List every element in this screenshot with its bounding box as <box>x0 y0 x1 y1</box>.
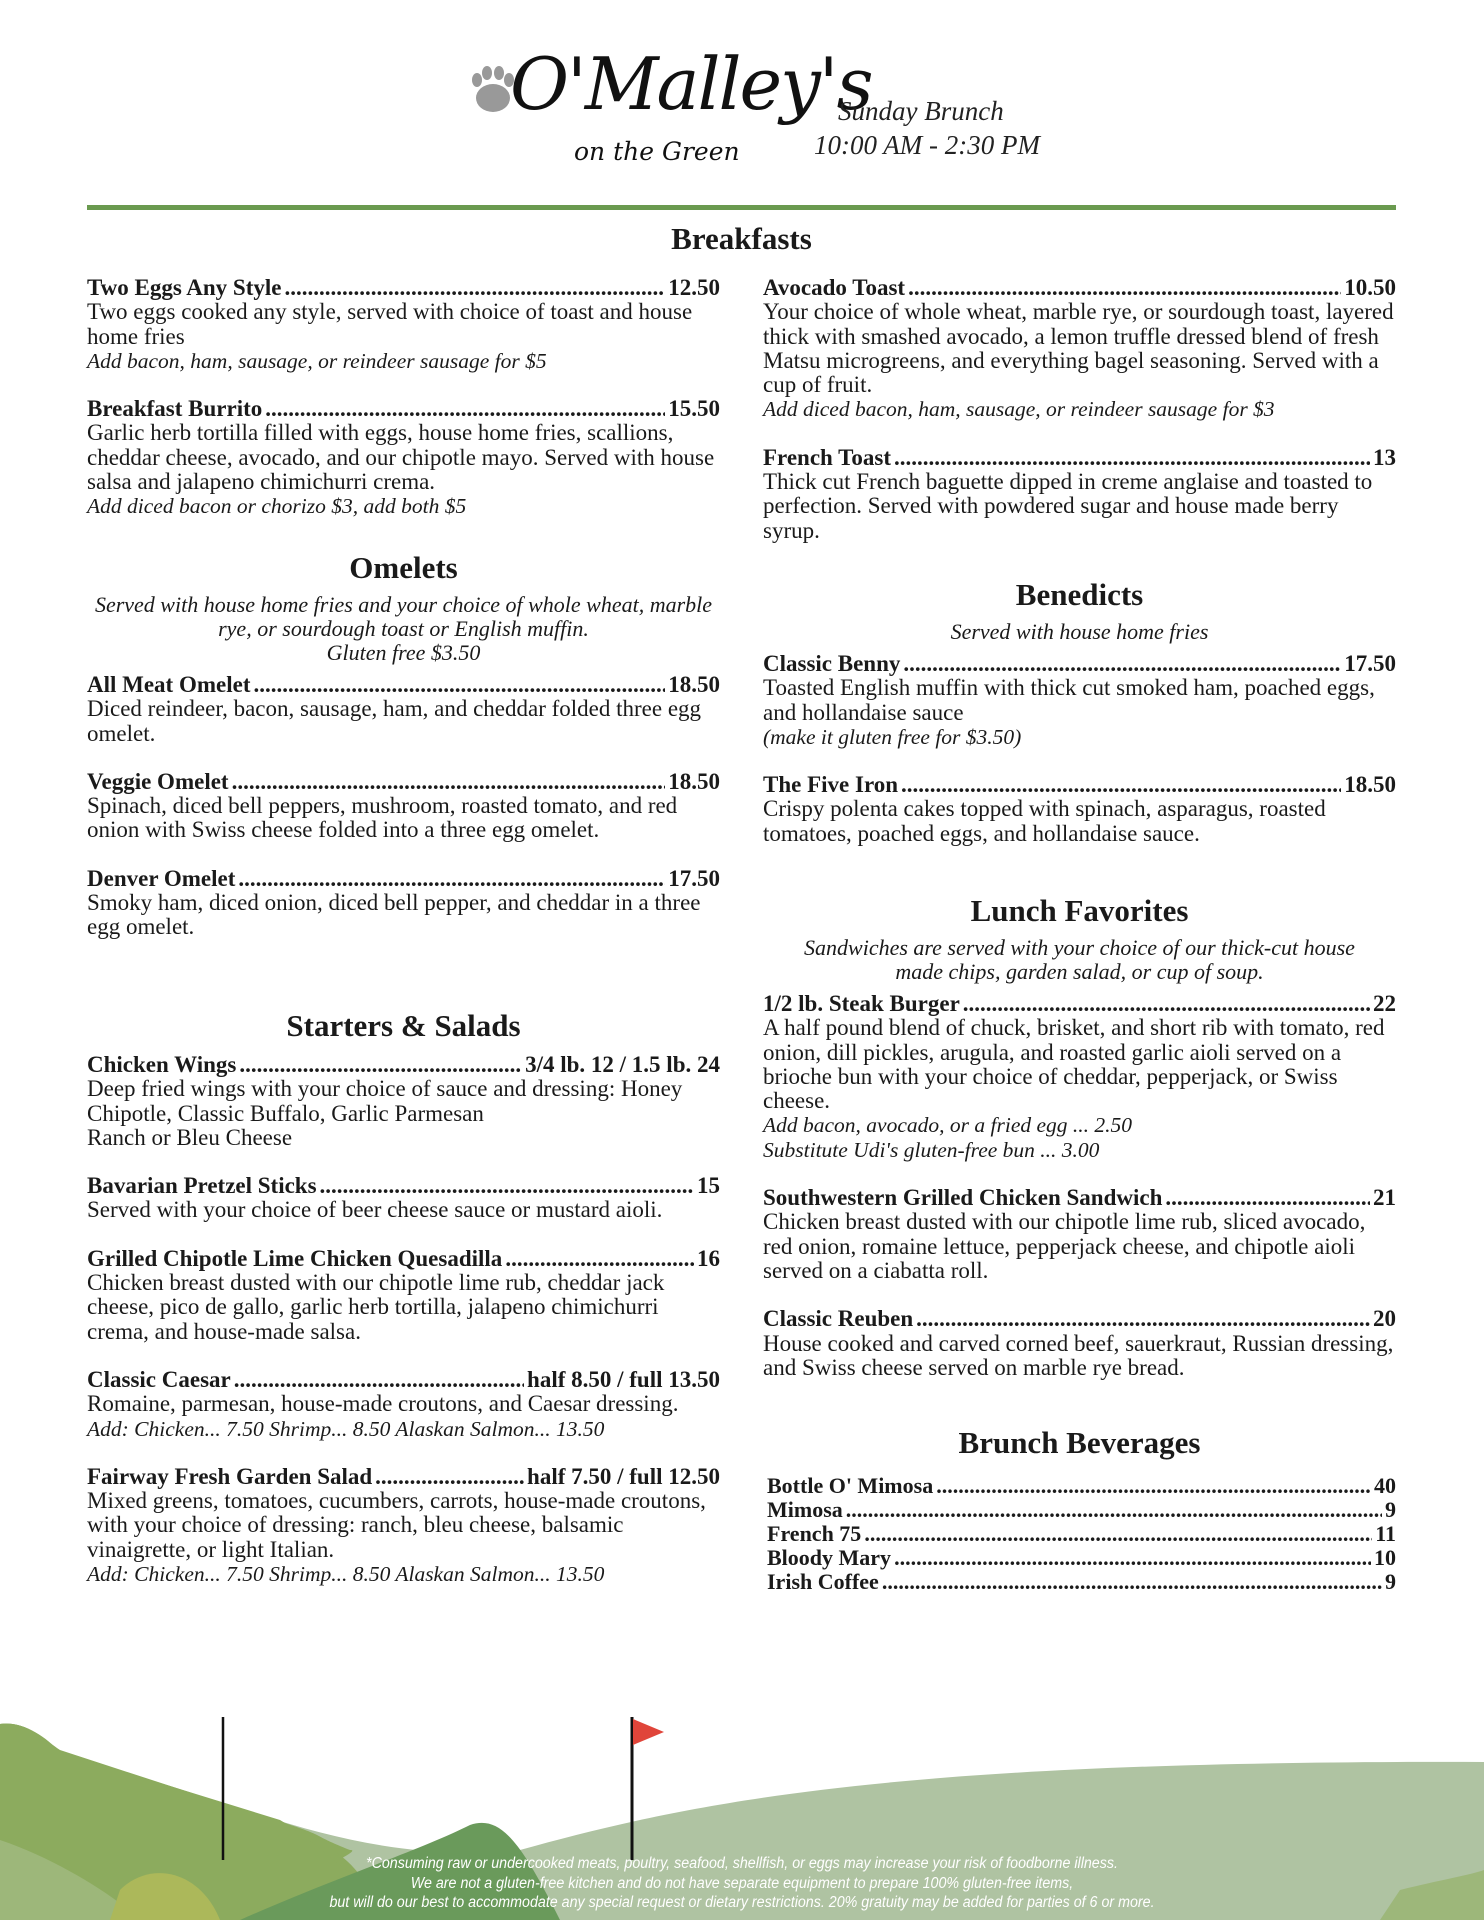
menu-item <box>87 1465 720 1586</box>
item-note: Add bacon, ham, sausage, or reindeer sausage for $5 <box>87 348 547 373</box>
item-desc: Toasted English muffin with thick cut smoked ham, poached eggs, and hollandaise sauce <box>763 675 1375 725</box>
item-price: 11 <box>1375 1521 1396 1546</box>
item-name: Fairway Fresh Garden Salad <box>87 1463 373 1489</box>
item-name: Classic Reuben <box>763 1306 914 1332</box>
breakfasts-right <box>763 276 1396 567</box>
benedicts-section <box>763 576 1396 870</box>
item-name: Classic Benny <box>763 651 901 676</box>
menu-item <box>87 276 720 373</box>
breakfasts-left <box>87 276 720 543</box>
item-note: Substitute Udi's gluten-free bun ... 3.00 <box>763 1137 1100 1162</box>
item-name: Denver Omelet <box>87 865 236 891</box>
section-subtitle: Sandwiches are served with your choice of our thick-cut house made chips, garden salad, or cup of soup. <box>804 935 1355 984</box>
section-subtitle: Served with house home fries <box>950 619 1209 644</box>
beverage-item <box>767 1474 1396 1498</box>
item-price: 15.50 <box>668 396 720 422</box>
item-price: 17.50 <box>1344 651 1396 676</box>
item-price: 22 <box>1373 991 1396 1016</box>
item-note: Add: Chicken... 7.50 Shrimp... 8.50 Alaskan Salmon... 13.50 <box>87 1562 605 1587</box>
disclaimer-line: *Consuming raw or undercooked meats, poultry, seafood, shellfish, or eggs may increase your risk of foodborne illness. <box>366 1855 1118 1872</box>
item-name: French Toast <box>763 444 892 470</box>
section-title-benedicts: Benedicts <box>1015 577 1144 612</box>
item-name: Avocado Toast <box>763 275 906 300</box>
item-desc: Diced reindeer, bacon, sausage, ham, and cheddar folded three egg omelet. <box>87 696 702 746</box>
item-name: The Five Iron <box>763 772 899 798</box>
item-desc: Chicken breast dusted with our chipotle lime rub, sliced avocado, red onion, romaine lettuce, pepperjack cheese, and chipotle aioli served on a ciabatta roll. <box>763 1209 1366 1283</box>
item-desc: A half pound blend of chuck, brisket, and short rib with tomato, red onion, dill pickles, arugula, and roasted garlic aioli served on a brioche bun with your choice of cheddar, pepperjack, or Swiss cheese. <box>763 1015 1385 1114</box>
item-price: 15 <box>697 1173 720 1199</box>
item-name: Grilled Chipotle Lime Chicken Quesadilla <box>87 1245 503 1271</box>
subtitle-line: Served with house home fries and your choice of whole wheat, marble rye, or sourdough toast or English muffin. <box>94 592 713 641</box>
item-desc: Deep fried wings with your choice of sauce and dressing: Honey Chipotle, Classic Buffalo, Garlic Parmesan <box>87 1076 683 1126</box>
hours-text: 10:00 AM - 2:30 PM <box>814 130 1040 160</box>
item-name: Two Eggs Any Style <box>87 275 282 300</box>
item-price: 9 <box>1385 1569 1396 1594</box>
item-desc: Spinach, diced bell peppers, mushroom, roasted tomato, and red onion with Swiss cheese folded into a three egg omelet. <box>87 793 678 843</box>
logo <box>462 42 872 192</box>
item-price: 10 <box>1374 1545 1396 1570</box>
item-name: Classic Caesar <box>87 1366 231 1392</box>
item-price: 10.50 <box>1344 275 1396 300</box>
menu-item <box>87 673 720 746</box>
item-note: Add diced bacon or chorizo $3, add both $5 <box>87 494 467 519</box>
menu-item <box>87 770 720 843</box>
item-price: 3/4 lb. 12 / 1.5 lb. 24 <box>525 1052 720 1077</box>
item-price: 17.50 <box>668 865 720 891</box>
item-desc: Served with your choice of beer cheese sauce or mustard aioli. <box>87 1197 663 1223</box>
beverages-section <box>763 1424 1396 1594</box>
item-price: 40 <box>1374 1473 1396 1498</box>
menu-item <box>87 1368 720 1441</box>
starters-section <box>87 1007 720 1610</box>
section-title-breakfasts: Breakfasts <box>671 221 812 256</box>
item-desc: Two eggs cooked any style, served with choice of toast and house home fries <box>87 299 693 349</box>
item-note: Add diced bacon, ham, sausage, or reindeer sausage for $3 <box>763 397 1275 422</box>
section-title-starters: Starters & Salads <box>286 1008 521 1043</box>
item-name: Bavarian Pretzel Sticks <box>87 1173 317 1199</box>
item-price: 18.50 <box>668 672 720 697</box>
item-desc: Smoky ham, diced onion, diced bell pepper, and cheddar in a three egg omelet. <box>87 890 701 940</box>
omelets-section <box>87 549 720 964</box>
section-title-omelets: Omelets <box>349 550 458 585</box>
item-desc: Ranch or Bleu Cheese <box>87 1124 293 1150</box>
item-desc: Thick cut French baguette dipped in creme anglaise and toasted to perfection. Served with powdered sugar and house made berry syrup. <box>763 469 1373 543</box>
item-name: Veggie Omelet <box>87 768 229 794</box>
lunch-section <box>763 892 1396 1404</box>
disclaimer <box>59 1854 1424 1913</box>
item-price: 13 <box>1373 444 1396 470</box>
section-title-lunch: Lunch Favorites <box>970 893 1189 928</box>
menu-item <box>87 397 720 518</box>
brunch-hours <box>814 94 1040 162</box>
item-name: French 75 <box>767 1521 862 1546</box>
menu-item <box>763 652 1396 749</box>
beverage-item <box>767 1522 1396 1546</box>
item-price: half 8.50 / full 13.50 <box>527 1366 720 1392</box>
breakfasts-heading-wrap <box>87 220 1396 258</box>
menu-item <box>763 1186 1396 1283</box>
item-name: Chicken Wings <box>87 1052 237 1077</box>
menu-item <box>763 446 1396 543</box>
item-desc: Chicken breast dusted with our chipotle lime rub, cheddar jack cheese, pico de gallo, garlic herb tortilla, jalapeno chimichurri crema, and house-made salsa. <box>87 1270 665 1344</box>
menu-item <box>87 1247 720 1344</box>
item-note: (make it gluten free for $3.50) <box>763 724 1022 749</box>
menu-item <box>87 1174 720 1223</box>
item-price: 21 <box>1373 1185 1396 1211</box>
menu-item <box>763 992 1396 1162</box>
item-price: half 7.50 / full 12.50 <box>527 1463 720 1489</box>
item-price: 20 <box>1373 1306 1396 1332</box>
item-desc: House cooked and carved corned beef, sauerkraut, Russian dressing, and Swiss cheese served on marble rye bread. <box>763 1330 1394 1380</box>
logo-subtitle: on the Green <box>574 137 740 166</box>
menu-item <box>87 1053 720 1150</box>
item-price: 16 <box>697 1245 720 1271</box>
divider <box>87 205 1396 210</box>
item-price: 12.50 <box>668 275 720 300</box>
item-desc: Mixed greens, tomatoes, cucumbers, carrots, house-made croutons, with your choice of dressing: ranch, bleu cheese, balsamic vinaigrette, or light Italian. <box>87 1488 706 1562</box>
beverage-item <box>767 1498 1396 1522</box>
item-note: Add bacon, avocado, or a fried egg ... 2.50 <box>763 1113 1133 1138</box>
logo-name: O'Malley's <box>510 42 872 126</box>
item-name: Bottle O' Mimosa <box>767 1473 934 1498</box>
item-price: 18.50 <box>668 768 720 794</box>
menu-item <box>763 1307 1396 1380</box>
subtitle-line: Gluten free $3.50 <box>326 640 481 665</box>
item-name: Breakfast Burrito <box>87 396 263 422</box>
item-desc: Your choice of whole wheat, marble rye, or sourdough toast, layered thick with smashed avocado, a lemon truffle dressed blend of fresh Matsu microgreens, and everything bagel seasoning. Served with a cup of fruit. <box>763 299 1394 398</box>
item-name: 1/2 lb. Steak Burger <box>763 991 960 1016</box>
item-note: Add: Chicken... 7.50 Shrimp... 8.50 Alaskan Salmon... 13.50 <box>87 1416 605 1441</box>
section-title-beverages: Brunch Beverages <box>958 1425 1201 1460</box>
menu-item <box>763 773 1396 846</box>
item-name: Mimosa <box>767 1497 843 1522</box>
item-desc: Romaine, parmesan, house-made croutons, and Caesar dressing. <box>87 1391 679 1417</box>
event-title: Sunday Brunch <box>838 96 1004 126</box>
golf-flag-icon <box>622 1715 682 1865</box>
disclaimer-line: We are not a gluten-free kitchen and do not have separate equipment to prepare 100% gluten-free items, <box>410 1874 1074 1892</box>
item-name: Southwestern Grilled Chicken Sandwich <box>763 1185 1163 1211</box>
beverage-item <box>767 1546 1396 1570</box>
item-name: Irish Coffee <box>767 1569 879 1594</box>
item-price: 18.50 <box>1344 772 1396 798</box>
section-subtitle <box>87 593 720 665</box>
item-name: All Meat Omelet <box>87 672 251 697</box>
item-desc: Garlic herb tortilla filled with eggs, house home fries, scallions, cheddar cheese, avocado, and our chipotle mayo. Served with house salsa and jalapeno chimichurri crema. <box>87 420 715 495</box>
item-desc: Crispy polenta cakes topped with spinach, asparagus, roasted tomatoes, poached eggs, and hollandaise sauce. <box>763 796 1326 846</box>
disclaimer-line: but will do our best to accommodate any special request or dietary restrictions. 20% gratuity may be added for parties of 6 or more. <box>329 1894 1155 1911</box>
menu-item <box>87 867 720 940</box>
item-name: Bloody Mary <box>767 1545 892 1570</box>
item-price: 9 <box>1385 1497 1396 1522</box>
menu-item <box>763 276 1396 422</box>
beverage-item <box>767 1570 1396 1594</box>
